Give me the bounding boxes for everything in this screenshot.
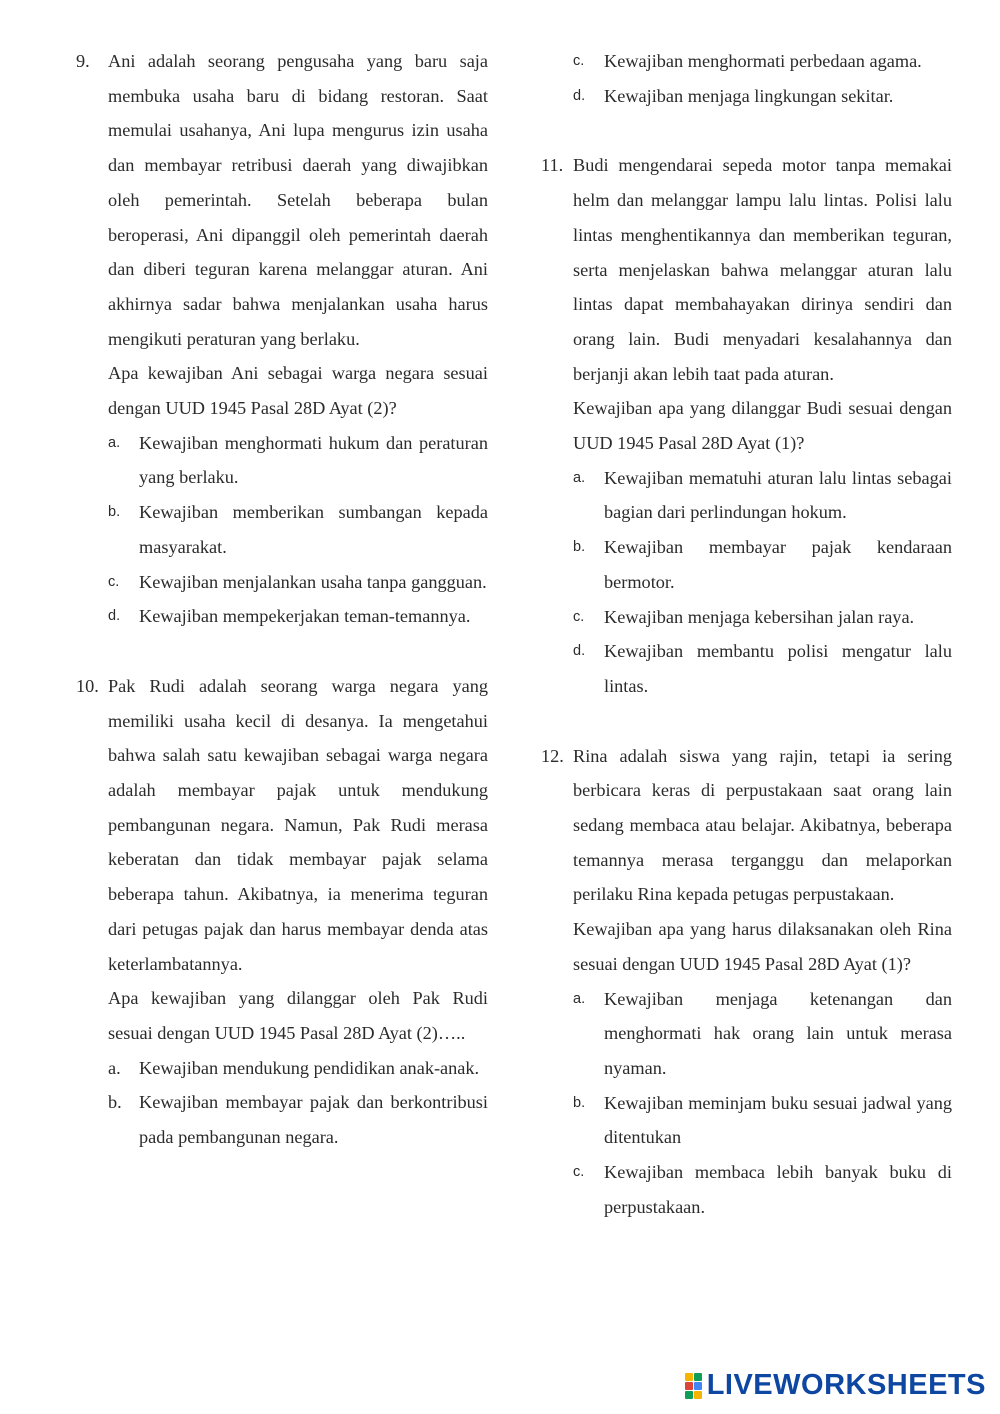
option-c[interactable] (108, 565, 488, 600)
logo-text: LIVEWORKSHEETS (706, 1369, 986, 1401)
option-text: Kewajiban membaca lebih banyak buku di perpustakaan. (604, 1162, 952, 1217)
option-text: Kewajiban menjaga ketenangan dan menghormati hak orang lain untuk merasa nyaman. (604, 988, 952, 1078)
option-letter: b. (573, 539, 586, 556)
option-letter: d. (573, 87, 586, 104)
option-letter: c. (573, 53, 585, 69)
option-a[interactable] (108, 426, 488, 495)
option-letter: a. (573, 469, 586, 486)
option-text: Kewajiban mematuhi aturan lalu lintas sebagai bagian dari perlindungan hokum. (604, 467, 952, 523)
option-text: Kewajiban mendukung pendidikan anak-anak. (139, 1057, 480, 1078)
option-text: Kewajiban menghormati hukum dan peraturan yang berlaku. (139, 432, 488, 488)
question-prompt: Apa kewajiban Ani sebagai warga negara sesuai dengan UUD 1945 Pasal 28D Ayat (2)? (108, 363, 488, 419)
option-text: Kewajiban membayar pajak kendaraan bermotor. (604, 537, 952, 592)
option-text: Kewajiban mempekerjakan teman-temannya. (139, 606, 471, 627)
option-text: Kewajiban menjaga kebersihan jalan raya. (604, 606, 915, 627)
option-text: Kewajiban memberikan sumbangan kepada masyarakat. (139, 502, 488, 557)
option-letter: a. (573, 990, 586, 1007)
option-b[interactable] (108, 495, 488, 564)
option-letter: a. (108, 434, 121, 451)
question-prompt: Kewajiban apa yang dilanggar Budi sesuai dengan UUD 1945 Pasal 28D Ayat (1)? (573, 398, 952, 454)
option-letter: c. (573, 1164, 585, 1181)
option-letter: c. (108, 573, 120, 590)
option-text: Kewajiban menjalankan usaha tanpa gangguan. (139, 571, 487, 592)
option-d[interactable] (573, 79, 952, 114)
option-letter: b. (573, 1094, 586, 1111)
question-11 (541, 148, 952, 703)
option-a[interactable] (573, 982, 952, 1086)
option-c[interactable] (573, 600, 952, 635)
option-c[interactable] (573, 1155, 952, 1224)
question-10 (76, 669, 488, 1155)
question-prompt: Kewajiban apa yang harus dilaksanakan oleh Rina sesuai dengan UUD 1945 Pasal 28D Ayat (1)? (573, 919, 952, 974)
option-d[interactable] (573, 634, 952, 703)
option-b[interactable] (573, 530, 952, 599)
option-a[interactable] (573, 461, 952, 530)
question-stem: Budi mengendarai sepeda motor tanpa memakai helm dan melanggar lampu lalu lintas. Polisi lalu lintas menghentikannya dan memberikan teguran, serta menjelaskan bahwa melanggar aturan lalu lintas dapat membahayakan dirinya sendiri dan orang lain. Budi menyadari kesalahannya dan berjanji akan lebih taat pada aturan. (573, 155, 952, 384)
right-column (541, 44, 952, 1260)
option-c[interactable] (573, 44, 952, 79)
option-letter: d. (573, 643, 586, 660)
question-stem: Ani adalah seorang pengusaha yang baru saja membuka usaha baru di bidang restoran. Saat memulai usahanya, Ani lupa mengurus izin usaha dan membayar retribusi daerah yang diwajibkan oleh pemerintah. Setelah beberapa bulan beroperasi, Ani dipanggil oleh pemerintah daerah dan diberi teguran karena melanggar aturan. Ani akhirnya sadar bahwa menjalankan usaha harus mengikuti peraturan yang berlaku. (108, 51, 488, 349)
question-number: 12. (541, 745, 564, 766)
question-prompt: Apa kewajiban yang dilanggar oleh Pak Rudi sesuai dengan UUD 1945 Pasal 28D Ayat (2)….. (108, 988, 488, 1043)
option-a[interactable] (108, 1051, 488, 1086)
question-stem: Rina adalah siswa yang rajin, tetapi ia sering berbicara keras di perpustakaan saat orang lain sedang membaca atau belajar. Akibatnya, beberapa temannya merasa terganggu dan melaporkan perilaku Rina kepada petugas perpustakaan. (573, 745, 952, 905)
option-text: Kewajiban menghormati perbedaan agama. (604, 51, 922, 71)
option-b[interactable] (108, 1085, 488, 1154)
option-letter: b. (108, 1092, 122, 1113)
option-text: Kewajiban membantu polisi mengatur lalu lintas. (604, 641, 952, 696)
question-number: 9. (76, 51, 90, 71)
option-b[interactable] (573, 1086, 952, 1155)
liveworksheets-logo[interactable] (685, 1369, 986, 1402)
option-letter: d. (108, 608, 121, 625)
question-9 (76, 44, 488, 634)
question-number-spacer (541, 44, 573, 113)
option-d[interactable] (108, 599, 488, 634)
option-letter: c. (573, 608, 585, 625)
question-12 (541, 739, 952, 1225)
question-number: 10. (76, 675, 99, 696)
option-text: Kewajiban membayar pajak dan berkontribusi pada pembangunan negara. (139, 1092, 488, 1148)
question-number: 11. (541, 155, 564, 176)
option-letter: a. (108, 1057, 121, 1078)
option-text: Kewajiban meminjam buku sesuai jadwal yang ditentukan (604, 1092, 952, 1148)
question-stem: Pak Rudi adalah seorang warga negara yang memiliki usaha kecil di desanya. Ia mengetahui bahwa salah satu kewajiban sebagai warga negara adalah membayar pajak untuk mendukung pembangunan negara. Namun, Pak Rudi merasa keberatan dan tidak membayar pajak selama beberapa tahun. Akibatnya, ia menerima teguran dari petugas pajak dan harus membayar denda atas keterlambatannya. (108, 675, 488, 974)
left-column (76, 44, 488, 1190)
option-letter: b. (108, 504, 121, 521)
question-10-continued (541, 44, 952, 113)
liveworksheets-logo-icon (685, 1373, 703, 1399)
option-text: Kewajiban menjaga lingkungan sekitar. (604, 85, 894, 106)
